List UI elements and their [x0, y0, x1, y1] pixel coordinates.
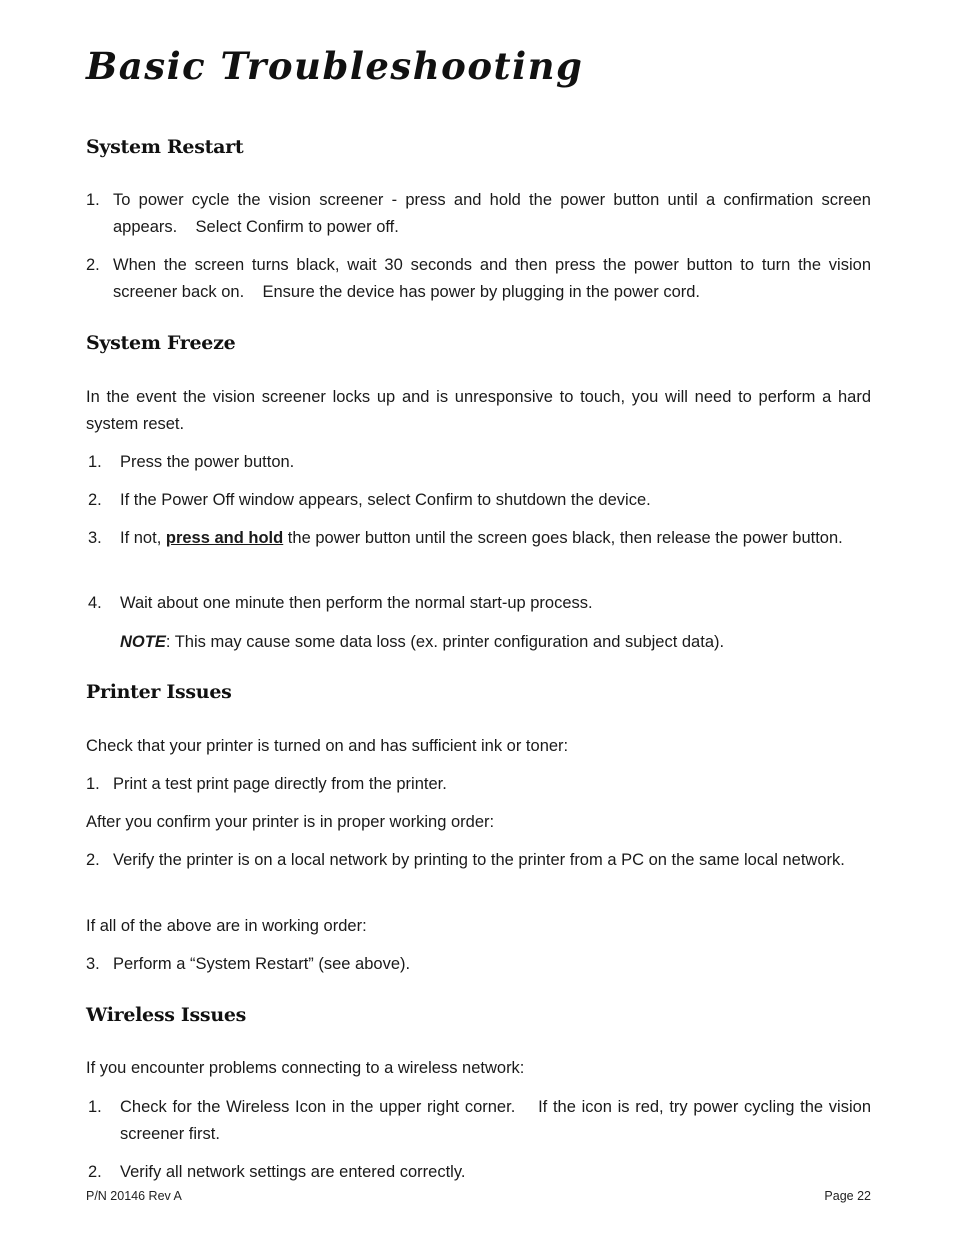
- paragraph: If all of the above are in working order:: [86, 917, 367, 935]
- list-item: 3. Perform a “System Restart” (see above).: [86, 955, 411, 973]
- list-item: 1. Press the power button.: [88, 453, 295, 471]
- paragraph: Check that your printer is turned on and has sufficient ink or toner:: [86, 737, 569, 755]
- list-item: 4. Wait about one minute then perform the normal start-up process.: [88, 594, 593, 612]
- page-title: Basic Troubleshooting: [86, 44, 584, 88]
- paragraph: In the event the vision screener locks up and is unresponsive to touch, you will need to perform a hard system reset.: [86, 388, 871, 433]
- list-item: 2. Verify the printer is on a local network by printing to the printer from a PC on the same local network.: [86, 851, 845, 869]
- footer-part-number: P/N 20146 Rev A: [86, 1189, 182, 1203]
- list-item: 1. Print a test print page directly from the printer.: [86, 775, 447, 793]
- emphasized-text: press and hold: [165, 529, 284, 547]
- heading-system-freeze: System Freeze: [86, 332, 236, 354]
- heading-printer-issues: Printer Issues: [86, 681, 232, 703]
- note: NOTE: This may cause some data loss (ex. printer configuration and subject data).: [120, 633, 725, 651]
- list-item: 2. When the screen turns black, wait 30 seconds and then press the power button to turn the vision screener back on. Ensure the device has power by plugging in the power cord.: [86, 256, 876, 301]
- list-item: 1. Check for the Wireless Icon in the upper right corner. If the icon is red, try power cycling the vision screener first.: [88, 1098, 876, 1143]
- list-item: 1. To power cycle the vision screener - press and hold the power button until a confirmation screen appears. Select Confirm to power off.: [86, 191, 876, 236]
- paragraph: After you confirm your printer is in proper working order:: [86, 813, 495, 831]
- paragraph: If you encounter problems connecting to a wireless network:: [86, 1059, 525, 1077]
- note-label: NOTE: [120, 633, 166, 651]
- heading-wireless-issues: Wireless Issues: [86, 1004, 247, 1026]
- list-item: 2. If the Power Off window appears, select Confirm to shutdown the device.: [88, 491, 651, 509]
- footer-page-number: Page 22: [824, 1189, 871, 1203]
- list-item: 2. Verify all network settings are entered correctly.: [88, 1163, 466, 1181]
- heading-system-restart: System Restart: [86, 136, 244, 158]
- list-item: 3. If not, press and hold the power button until the screen goes black, then release the power button.: [88, 529, 843, 547]
